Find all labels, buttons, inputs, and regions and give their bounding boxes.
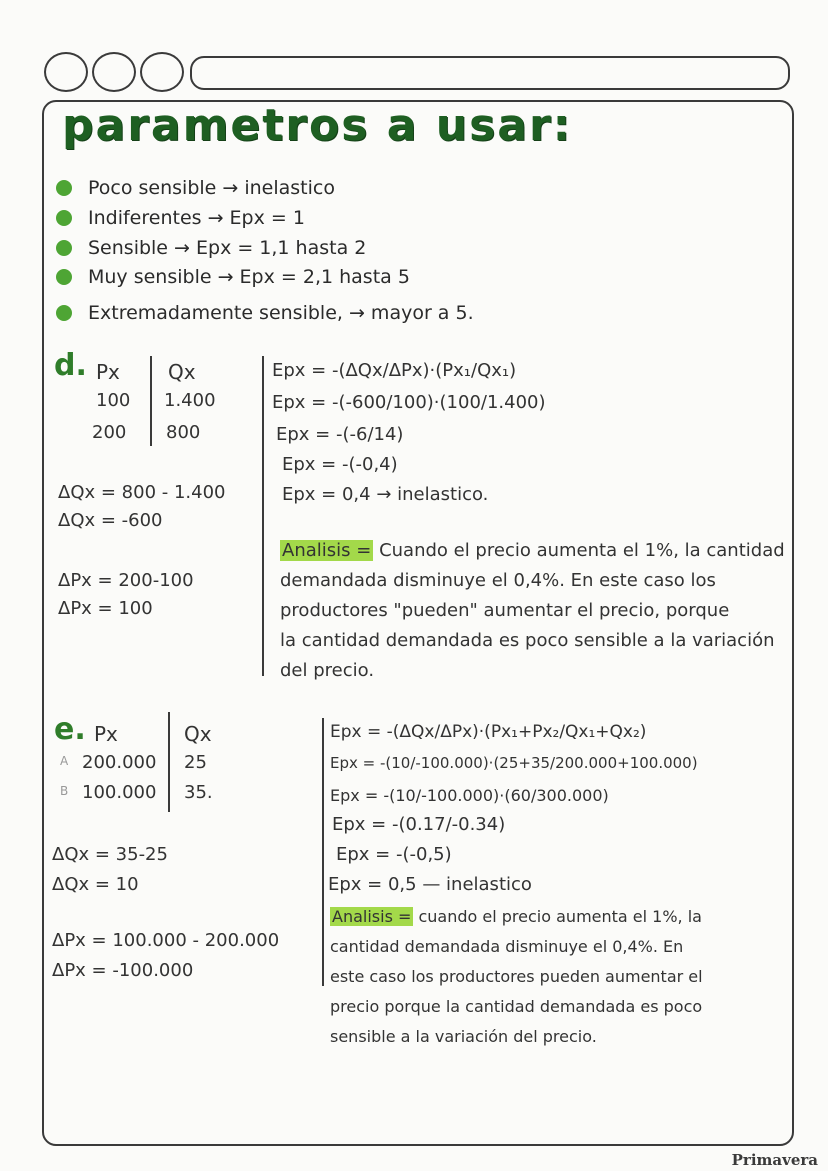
section-d-header-px: Px: [96, 360, 120, 384]
delta-line: ΔPx = 100: [58, 598, 153, 619]
section-d-formula-divider: [262, 356, 264, 676]
delta-line: ΔQx = 10: [52, 874, 139, 895]
formula-line: Epx = -(ΔQx/ΔPx)·(Px₁+Px₂/Qx₁+Qx₂): [330, 722, 647, 742]
formula-line: Epx = -(ΔQx/ΔPx)·(Px₁/Qx₁): [272, 360, 517, 381]
list-item: Extremadamente sensible, → mayor a 5.: [56, 299, 474, 327]
table-cell: 200: [92, 422, 127, 443]
bullet-icon: [56, 269, 72, 285]
formula-line: Epx = -(-600/100)·(100/1.400): [272, 392, 546, 413]
table-cell: 35.: [184, 782, 213, 803]
list-item: Indiferentes → Epx = 1: [56, 204, 305, 232]
formula-line: Epx = -(-0,4): [282, 454, 398, 475]
section-e-table-divider: [168, 712, 170, 812]
formula-line: Epx = 0,5 — inelastico: [328, 874, 532, 895]
delta-line: ΔPx = 200-100: [58, 570, 194, 591]
analysis-label: Analisis =: [332, 907, 412, 926]
tab-circle-2: [92, 52, 136, 92]
row-tag: A: [60, 754, 69, 768]
section-e-header-qx: Qx: [184, 722, 212, 746]
section-e-header-px: Px: [94, 722, 118, 746]
table-cell: 200.000: [82, 752, 157, 773]
section-e-letter: e.: [54, 712, 86, 747]
table-cell: 100.000: [82, 782, 157, 803]
section-d-header-qx: Qx: [168, 360, 196, 384]
list-item: Muy sensible → Epx = 2,1 hasta 5: [56, 263, 410, 291]
formula-line: Epx = 0,4 → inelastico.: [282, 484, 489, 505]
formula-line: Epx = -(10/-100.000)·(25+35/200.000+100.000): [330, 754, 698, 772]
delta-line: ΔQx = 800 - 1.400: [58, 482, 226, 503]
formula-line: Epx = -(-6/14): [276, 424, 404, 445]
section-e-analysis: Analisis = cuando el precio aumenta el 1%, la cantidad demandada disminuye el 0,4%. En este caso los productores pueden aumentar el precio porque la cantidad demandada es poco sensible a la variación del precio.: [330, 907, 703, 1046]
header-bar: [190, 56, 790, 90]
formula-line: Epx = -(-0,5): [336, 844, 452, 865]
section-e-formula-divider: [322, 718, 324, 986]
tab-circle-3: [140, 52, 184, 92]
bullet-icon: [56, 180, 72, 196]
bullet-icon: [56, 305, 72, 321]
bullet-icon: [56, 210, 72, 226]
tab-circle-1: [44, 52, 88, 92]
delta-line: ΔQx = -600: [58, 510, 163, 531]
delta-line: ΔPx = 100.000 - 200.000: [52, 930, 280, 951]
formula-line: Epx = -(0.17/-0.34): [332, 814, 506, 835]
row-tag: B: [60, 784, 69, 798]
delta-line: ΔQx = 35-25: [52, 844, 168, 865]
section-d-letter: d.: [54, 348, 87, 383]
analysis-label: Analisis =: [282, 540, 372, 561]
table-cell: 800: [166, 422, 201, 443]
list-item: Poco sensible → inelastico: [56, 174, 335, 202]
formula-line: Epx = -(10/-100.000)·(60/300.000): [330, 786, 609, 805]
delta-line: ΔPx = -100.000: [52, 960, 194, 981]
section-d-analysis: Analisis = Cuando el precio aumenta el 1%, la cantidad demandada disminuye el 0,4%. En este caso los productores "pueden" aumentar el precio, porque la cantidad demandada es poco sensible a la variación del precio.: [280, 540, 785, 681]
list-item: Sensible → Epx = 1,1 hasta 2: [56, 234, 366, 262]
table-cell: 100: [96, 390, 131, 411]
table-cell: 25: [184, 752, 207, 773]
brand-logo: Primavera: [731, 1151, 818, 1169]
table-cell: 1.400: [164, 390, 216, 411]
bullet-icon: [56, 240, 72, 256]
section-d-table-divider: [150, 356, 152, 446]
page-title: parametros a usar:: [62, 100, 573, 151]
